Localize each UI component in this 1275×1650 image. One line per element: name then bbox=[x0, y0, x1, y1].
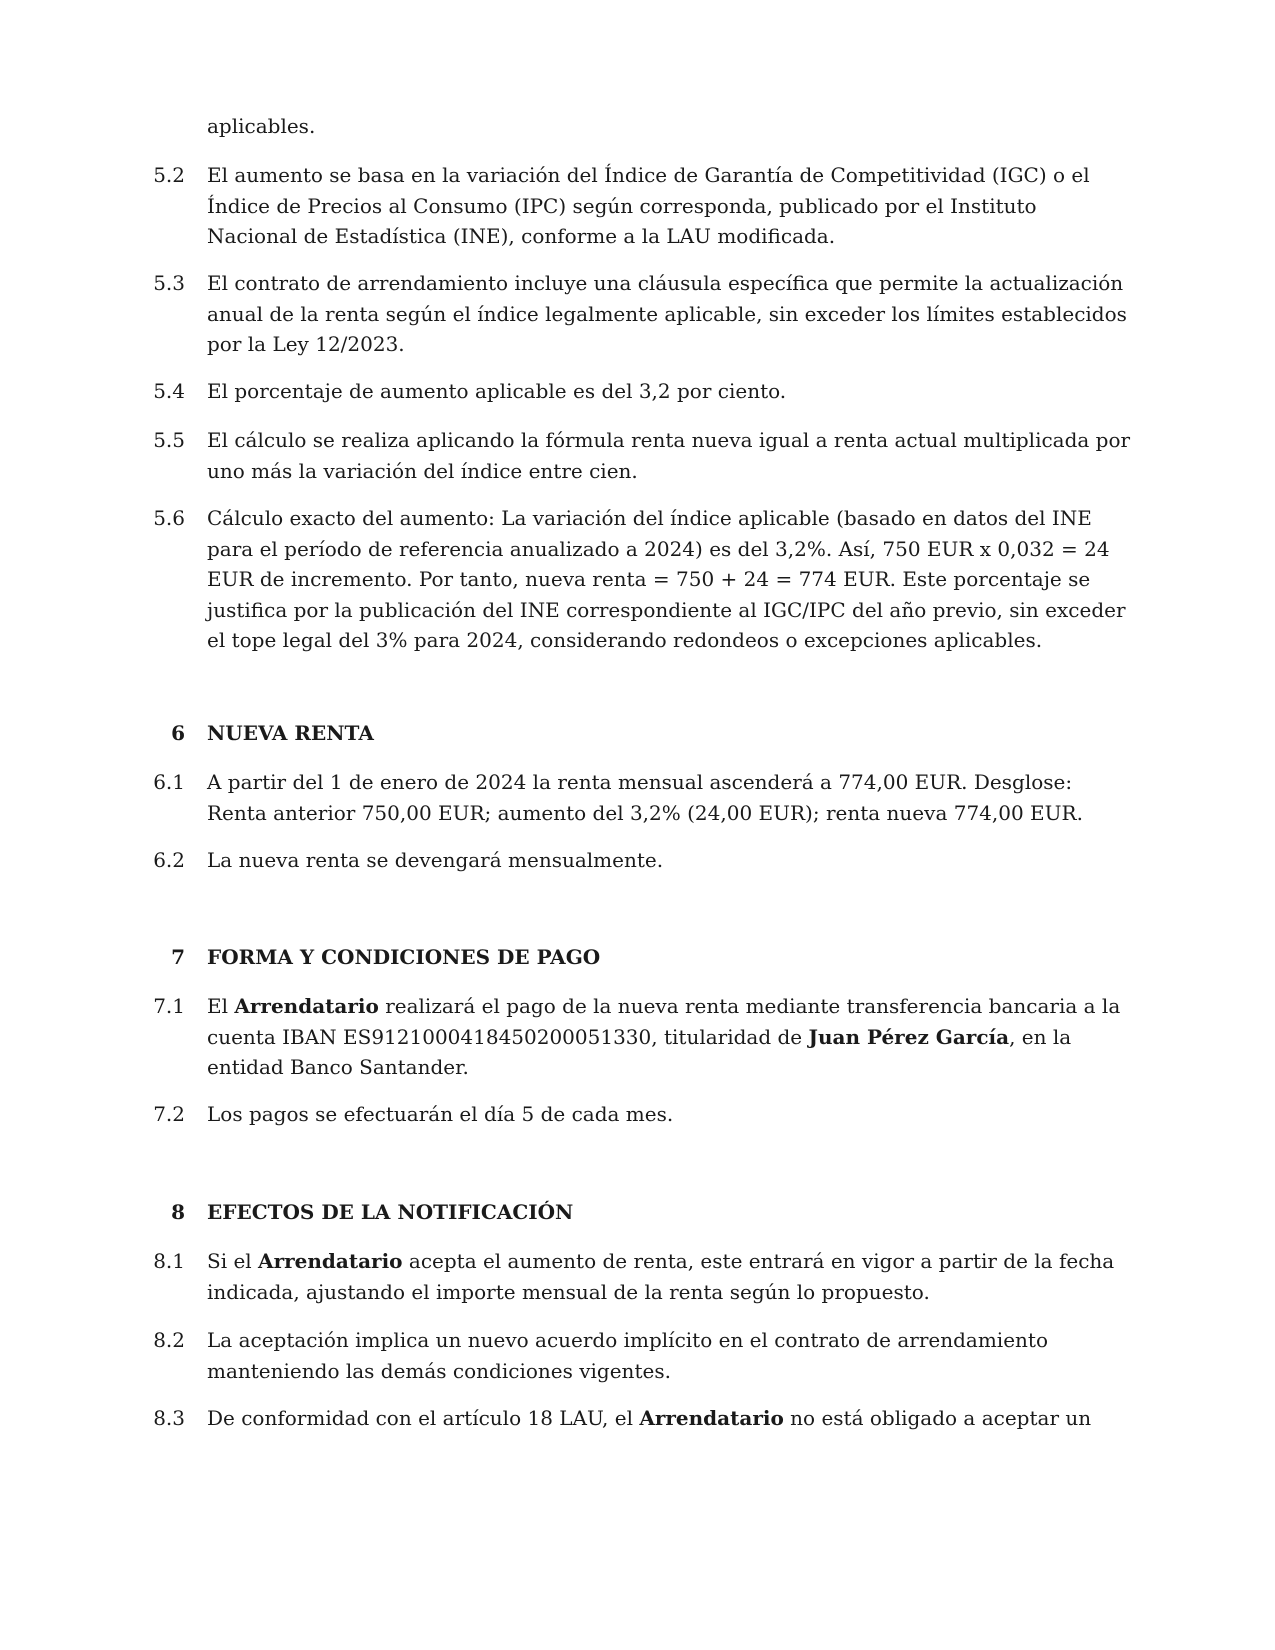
clause-text: El contrato de arrendamiento incluye una cláusula específica que permite la actualización anual de la renta según el índice legalmente aplicable, sin exceder los límites establecidos por la Ley 12/2023. bbox=[207, 271, 1127, 356]
clause-number: 6.1 bbox=[153, 770, 185, 794]
section-number: 8 bbox=[171, 1200, 185, 1224]
clause-text-part: , en la entidad Banco Santander. bbox=[207, 1024, 1072, 1079]
clause-text bbox=[207, 991, 1132, 1083]
clause-text: aplicables. bbox=[207, 114, 316, 138]
section-title: NUEVA RENTA bbox=[207, 721, 374, 745]
clause-text-part: Si el bbox=[207, 1249, 259, 1273]
clause-text-part: no está obligado a aceptar un bbox=[783, 1406, 1092, 1430]
clause-text: Cálculo exacto del aumento: La variación del índice aplicable (basado en datos del INE para el período de referencia anualizado a 2024) es del 3,2%. Así, 750 EUR x 0,032 = 24 EUR de incremento. Por tanto, nueva renta = 750 + 24 = 774 EUR. Este porcentaje se justifica por la publicación del INE correspondiente al IGC/IPC del año previo, sin exceder el tope legal del 3% para 2024, considerando redondeos o excepciones aplicables. bbox=[207, 506, 1126, 652]
clause-number: 8.3 bbox=[153, 1406, 185, 1430]
clause-number: 7.2 bbox=[153, 1102, 185, 1126]
clause-number: 6.2 bbox=[153, 848, 185, 872]
clause-number: 5.4 bbox=[153, 379, 185, 403]
clause-text-part: De conformidad con el artículo 18 LAU, el bbox=[207, 1406, 640, 1430]
party-name-arrendatario: Arrendatario bbox=[258, 1249, 403, 1273]
clause-number: 8.2 bbox=[153, 1328, 185, 1352]
clause-number: 5.6 bbox=[153, 506, 185, 530]
section-title: FORMA Y CONDICIONES DE PAGO bbox=[207, 945, 601, 969]
clause-number: 5.5 bbox=[153, 428, 185, 452]
clause-text-part: realizará el pago de la nueva renta mediante transferencia bancaria a la cuenta IBAN ES9121000418450200051330, titularidad de bbox=[207, 994, 1121, 1049]
section-title: EFECTOS DE LA NOTIFICACIÓN bbox=[207, 1200, 574, 1224]
section-number: 7 bbox=[171, 945, 185, 969]
clause-text: La nueva renta se devengará mensualmente. bbox=[207, 848, 664, 872]
clause-text: Los pagos se efectuarán el día 5 de cada mes. bbox=[207, 1102, 674, 1126]
clause-text bbox=[207, 1246, 1132, 1307]
clause-text: El cálculo se realiza aplicando la fórmula renta nueva igual a renta actual multiplicada por uno más la variación del índice entre cien. bbox=[207, 428, 1131, 483]
clause-text-part: acepta el aumento de renta, este entrará en vigor a partir de la fecha indicada, ajustando el importe mensual de la renta según lo propuesto. bbox=[207, 1249, 1115, 1304]
clause-number: 8.1 bbox=[153, 1249, 185, 1273]
party-name-arrendatario: Arrendatario bbox=[234, 994, 379, 1018]
clause-text: La aceptación implica un nuevo acuerdo implícito en el contrato de arrendamiento manteniendo las demás condiciones vigentes. bbox=[207, 1328, 1048, 1383]
clause-text: El aumento se basa en la variación del Índice de Garantía de Competitividad (IGC) o el Índice de Precios al Consumo (IPC) según corresponda, publicado por el Instituto Nacional de Estadística (INE), conforme a la LAU modificada. bbox=[207, 163, 1090, 248]
section-number: 6 bbox=[171, 721, 185, 745]
account-holder-name: Juan Pérez García bbox=[808, 1024, 1010, 1049]
clause-text: El porcentaje de aumento aplicable es del 3,2 por ciento. bbox=[207, 379, 787, 403]
clause-number: 7.1 bbox=[153, 994, 185, 1018]
clause-text bbox=[207, 1403, 1132, 1434]
clause-text: A partir del 1 de enero de 2024 la renta mensual ascenderá a 774,00 EUR. Desglose: Renta anterior 750,00 EUR; aumento del 3,2% (24,00 EUR); renta nueva 774,00 EUR. bbox=[207, 770, 1083, 825]
clause-number: 5.2 bbox=[153, 163, 185, 187]
party-name-arrendatario: Arrendatario bbox=[639, 1406, 784, 1430]
clause-text-part: El bbox=[207, 994, 235, 1018]
clause-number: 5.3 bbox=[153, 271, 185, 295]
